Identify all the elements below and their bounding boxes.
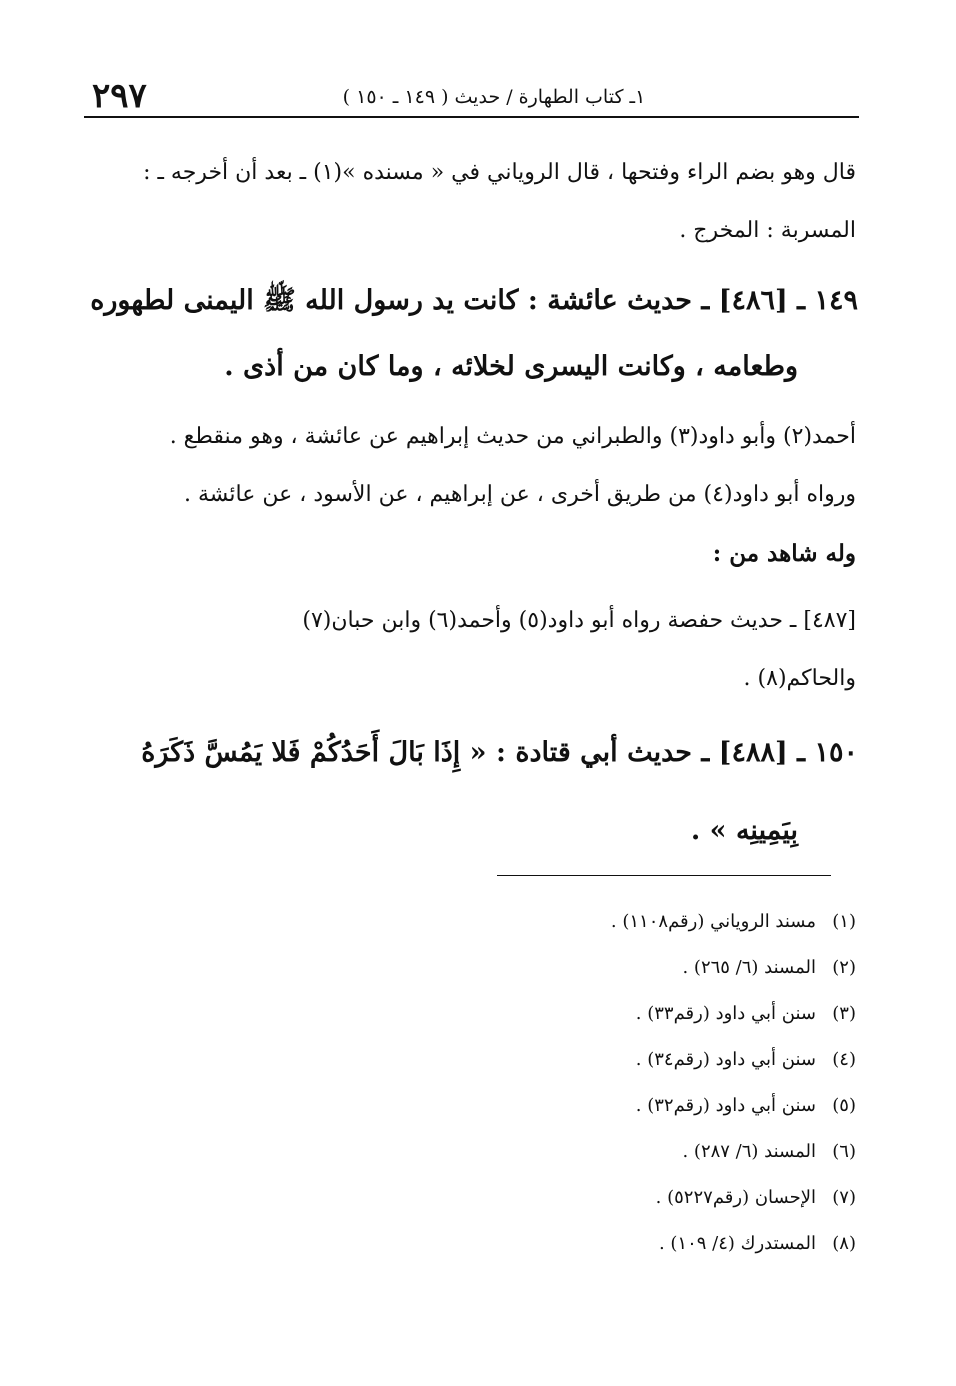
- page-number: ٢٩٧: [92, 76, 147, 116]
- footnote: [496, 1227, 856, 1273]
- footnote: [496, 905, 856, 951]
- footnote-number: (٣): [832, 1003, 856, 1024]
- footnote: [496, 1089, 856, 1135]
- witness-487-line-1: [٤٨٧] ـ حديث حفصة رواه أبو داود(٥) وأحمد(٦) وابن حبان(٧): [302, 608, 856, 633]
- hadith-149: [88, 268, 858, 400]
- hadith-149-line-1: ١٤٩ ـ [٤٨٦] ـ حديث عائشة : كانت يد رسول الله ﷺ اليمنى لطهوره: [90, 285, 858, 316]
- footnote-text: المستدرك (٤/ ١٠٩) .: [658, 1233, 816, 1254]
- takhrij-line-2: ورواه أبو داود(٤) من طريق أخرى ، عن إبراهيم ، عن الأسود ، عن عائشة .: [184, 482, 856, 507]
- footnote-text: مسند الروياني (رقم١١٠٨) .: [610, 911, 816, 932]
- hadith-150-line-1: ١٥٠ ـ [٤٨٨] ـ حديث أبي قتادة : « إِذَا بَالَ أَحَدُكُمْ فَلا يَمُسَّ ذَكَرَهُ: [141, 737, 858, 768]
- footnote: [496, 951, 856, 997]
- footnote: [496, 1135, 856, 1181]
- footnote: [496, 997, 856, 1043]
- footnote-number: (١): [832, 911, 856, 932]
- intro-line-2: المسربة : المخرج .: [679, 218, 856, 243]
- witness-487: [96, 592, 856, 708]
- intro-line-1: قال وهو بضم الراء وفتحها ، قال الروياني في « مسنده »(١) ـ بعد أن أخرجه ـ :: [143, 160, 856, 185]
- hadith-150: [88, 714, 858, 870]
- running-header: [84, 72, 859, 118]
- footnotes-list: [496, 905, 856, 1273]
- hadith-150-line-2: بِيَمِينِه » .: [690, 815, 798, 846]
- footnote: [496, 1043, 856, 1089]
- footnote-text: سنن أبي داود (رقم٣٤) .: [635, 1049, 816, 1070]
- footnote-number: (٤): [832, 1049, 856, 1070]
- header-rule: [84, 116, 859, 118]
- hadith-149-line-2: وطعامه ، وكانت اليسرى لخلائه ، وما كان من أذى .: [224, 351, 798, 382]
- footnote-number: (٨): [832, 1233, 856, 1254]
- footnote: [496, 1181, 856, 1227]
- witness-487-line-2: والحاكم(٨) .: [743, 666, 856, 691]
- footnote-text: الإحسان (رقم٥٢٢٧) .: [655, 1187, 816, 1208]
- intro-paragraph: [96, 144, 856, 260]
- footnote-text: المسند (٦/ ٢٨٧) .: [682, 1141, 816, 1162]
- footnote-number: (٢): [832, 957, 856, 978]
- takhrij-149: [96, 408, 856, 524]
- footnote-text: سنن أبي داود (رقم٣٣) .: [635, 1003, 816, 1024]
- header-title: ١ـ كتاب الطهارة / حديث ( ١٤٩ ـ ١٥٠ ): [342, 86, 646, 108]
- footnote-text: المسند (٦/ ٢٦٥) .: [682, 957, 816, 978]
- footnote-text: سنن أبي داود (رقم٣٢) .: [635, 1095, 816, 1116]
- witness-heading: وله شاهد من :: [712, 540, 856, 567]
- footnote-number: (٥): [832, 1095, 856, 1116]
- footnote-number: (٦): [832, 1141, 856, 1162]
- takhrij-line-1: أحمد(٢) وأبو داود(٣) والطبراني من حديث إبراهيم عن عائشة ، وهو منقطع .: [169, 424, 856, 449]
- footnote-number: (٧): [832, 1187, 856, 1208]
- footnote-separator: [497, 875, 831, 876]
